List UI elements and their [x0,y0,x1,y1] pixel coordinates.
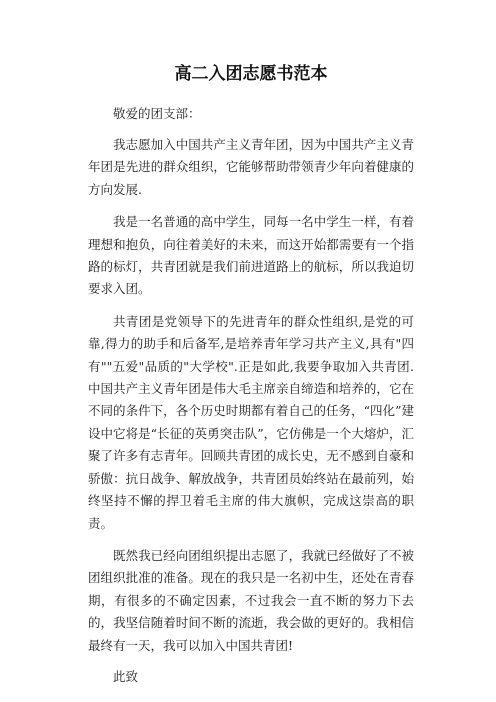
salutation: 敬爱的团支部： [113,106,201,121]
paragraph-4: 既然我已经向团组织提出志愿了，我就已经做好了不被团组织批准的准备。现在的我只是一名初中生，还处在青春期，有很多的不确定因素，不过我会一直不断的努力下去的，我坚信随着时间不断的流逝，我会做的更好的。我相信最终有一天，我可以加入中国共青团! [88,547,414,653]
closing-line: 此致 [113,668,139,684]
paragraph-1: 我志愿加入中国共产主义青年团，因为中国共产主义青年团是先进的群众组织，它能够帮助带领青少年向着健康的方向发展. [88,137,414,197]
paragraph-2: 我是一名普通的高中学生，同每一名中学生一样，有着理想和抱负，向往着美好的未来，而这开始都需要有一个指路的标灯，共青团就是我们前进道路上的航标，所以我迫切要求入团。 [88,214,414,297]
paragraph-3: 共青团是党领导下的先进青年的群众性组织,是党的可靠,得力的助手和后备军,是培养青年学习共产主义,具有"四有""五爱"品质的"大学校".正是如此,我要争取加入共青团. 中国共产主义青年团是伟大毛主席亲自缔造和培养的，它在不同的条件下，各个历史时期都有着自己的任务，“四化”建设中它将是“长征的英勇突击队”，它仿佛是一个大熔炉，汇聚了许多有志青年。回顾共青团的成长史，无不感到自豪和骄傲：抗日战争、解放战争，共青团员始终站在最前列，始终坚持不懈的捍卫着毛主席的伟大旗帜，完成这崇高的职责。 [88,313,414,531]
document-title: 高二入团志愿书范本 [174,64,328,84]
